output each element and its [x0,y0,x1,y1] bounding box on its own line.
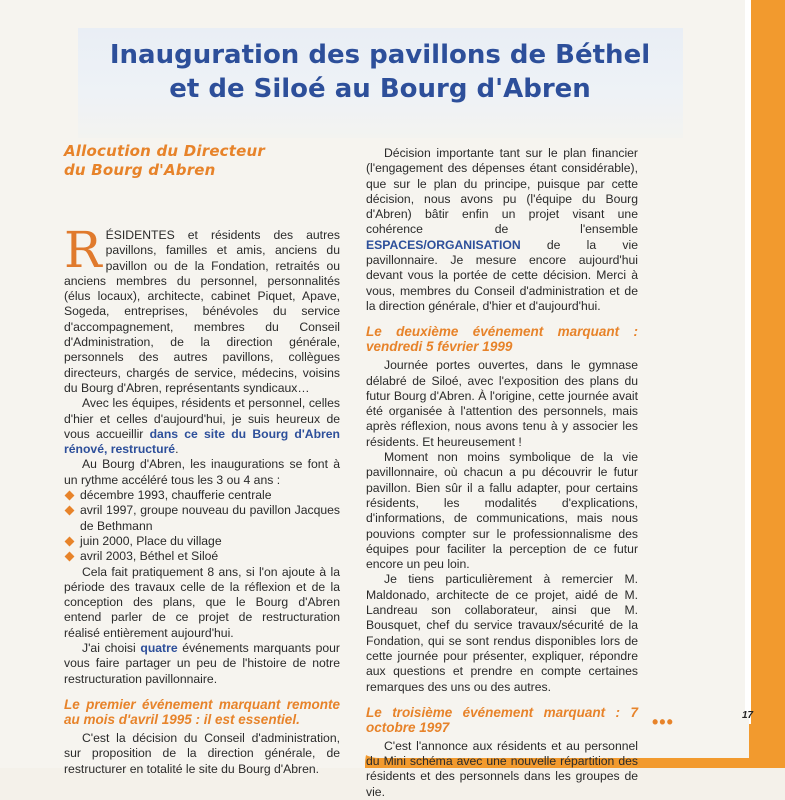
highlight-quatre: quatre [140,641,178,656]
paragraph-four-events [64,641,340,687]
highlight-espaces: ESPACES/ORGANISATION [366,237,521,252]
page-title [80,38,680,106]
paragraph-four-events-end: événements marquants pour vous faire partager un peu de l'histoire de notre restructuration pavillonnaire. [64,641,340,686]
drop-cap: R [64,221,102,279]
subheading-third-event: Le troisième événement marquant : 7 octobre 1997 [366,704,638,735]
paragraph-thanks: Je tiens particulièrement à remercier M. Maldonado, architecte de ce projet, aidé de M. Landreau son collaborateur, ainsi que M. Bousquet, chef du service travaux/sécurité de la Fondation, qui se sont rendus disponibles lors de cette journée pour présenter, expliquer, répondre aux questions et prendre en compte certaines remarques des uns ou des autres. [366,572,638,694]
diamond-bullet-icon [65,552,75,562]
column-left [64,142,340,777]
paragraph-four-events-text: J'ai choisi [82,641,141,656]
decorative-dots: ••• [652,712,674,732]
paragraph-financial-text: Décision importante tant sur le plan financier (l'engagement des dépenses étant considérable), que sur le plan du principe, puisque par cette décision, nous avons pu (l'équipe du Bourg d'Abren) bâtir enfin un projet visant une cohérence de l'ensemble [366,146,638,237]
paragraph-intro-text: ÉSIDENTES et résidents des autres pavillons, familles et amis, anciens du pavillon ou de la Fondation, retraités ou anciens membres du personnel, personnalités (élus locaux), architecte, cabinet Piquet, Apave, Sogeda, entreprises, bénévoles du service d'accompagnement, membres du Conseil d'Administration, de la direction générale, personnels des autres pavillons, collègues directeurs, chargés de service, médecins, voisins du Bourg d'Abren, représentants syndicaux… [64,228,340,395]
paragraph-financial-end: de la vie pavillonnaire. Je mesure encore aujourd'hui devant vous la portée de cette décision. Merci à vous, membres du Conseil d'administration et de la direction générale, d'hier et d'aujourd'hui. [366,237,638,313]
section-heading-line-2: du Bourg d'Abren [64,161,216,179]
paragraph-mini-schema: C'est l'annonce aux résidents et au personnel du Mini schéma avec une nouvelle répartition des résidents et des personnels dans les groupes de vie. [366,738,638,799]
list-item-text: avril 1997, groupe nouveau du pavillon Jacques de Bethmann [80,503,340,533]
list-item-text: juin 2000, Place du village [80,533,222,548]
paragraph-welcome-end: . [175,442,179,457]
list-item-text: avril 2003, Béthel et Siloé [80,549,219,564]
diamond-bullet-icon [65,491,75,501]
diamond-bullet-icon [65,506,75,516]
list-item [64,503,340,534]
paragraph-open-day: Journée portes ouvertes, dans le gymnase délabré de Siloé, avec l'exposition des plans du futur Bourg d'Abren. À l'origine, cette journée avait été organisée à l'attention des personnels, mais après réflexion, nous avons tenu à y associer les résidents. Et heureusement ! [366,358,638,449]
subheading-first-event: Le premier événement marquant remonte au mois d'avril 1995 : il est essentiel. [64,696,340,727]
subheading-second-event: Le deuxième événement marquant : vendredi 5 février 1999 [366,324,638,355]
list-item [64,534,340,549]
paragraph-welcome-text: Avec les équipes, résidents et personnel, celles d'hier et celles d'aujourd'hui, je suis heureux de vous accueillir [64,396,340,441]
column-right [366,146,638,800]
title-line-1: Inauguration des pavillons de Béthel [109,40,651,70]
paragraph-eight-years: Cela fait pratiquement 8 ans, si l'on ajoute à la période des travaux celle de la réflexion et de la conception des plans, que le Bourg d'Abren entend parler de ce projet de restructuration réalisé entièrement aujourd'hui. [64,564,340,640]
paragraph-financial [366,146,638,314]
right-orange-band [749,0,785,768]
paragraph-decision: C'est la décision du Conseil d'administration, sur proposition de la direction générale, de restructurer en totalité le site du Bourg d'Abren. [64,730,340,776]
right-white-stripe [745,0,751,768]
paragraph-intro [64,221,340,396]
paragraph-inaugurations: Au Bourg d'Abren, les inaugurations se font à un rythme accéléré tous les 3 ou 4 ans : [64,457,340,487]
section-heading-line-1: Allocution du Directeur [64,142,265,160]
paragraph-symbolic: Moment non moins symbolique de la vie pavillonnaire, où chacun a pu découvrir le futur pavillon. Bien sûr il a fallu adapter, pour certains résidents, les modalités d'explications, d'informations, de communications, mais nous pouvions compter sur le professionnalisme des équipes pour faciliter la perception de ce futur encore un peu loin. [366,450,638,572]
page-number: 17 [742,710,754,721]
section-heading [64,142,340,180]
paragraph-welcome [64,396,340,457]
title-line-2: et de Siloé au Bourg d'Abren [169,74,591,104]
list-item [64,488,340,503]
list-item-text: décembre 1993, chaufferie centrale [80,488,272,503]
list-item [64,549,340,564]
diamond-bullet-icon [65,536,75,546]
highlight-site: dans ce site du Bourg d'Abren rénové, restructuré [64,426,340,457]
